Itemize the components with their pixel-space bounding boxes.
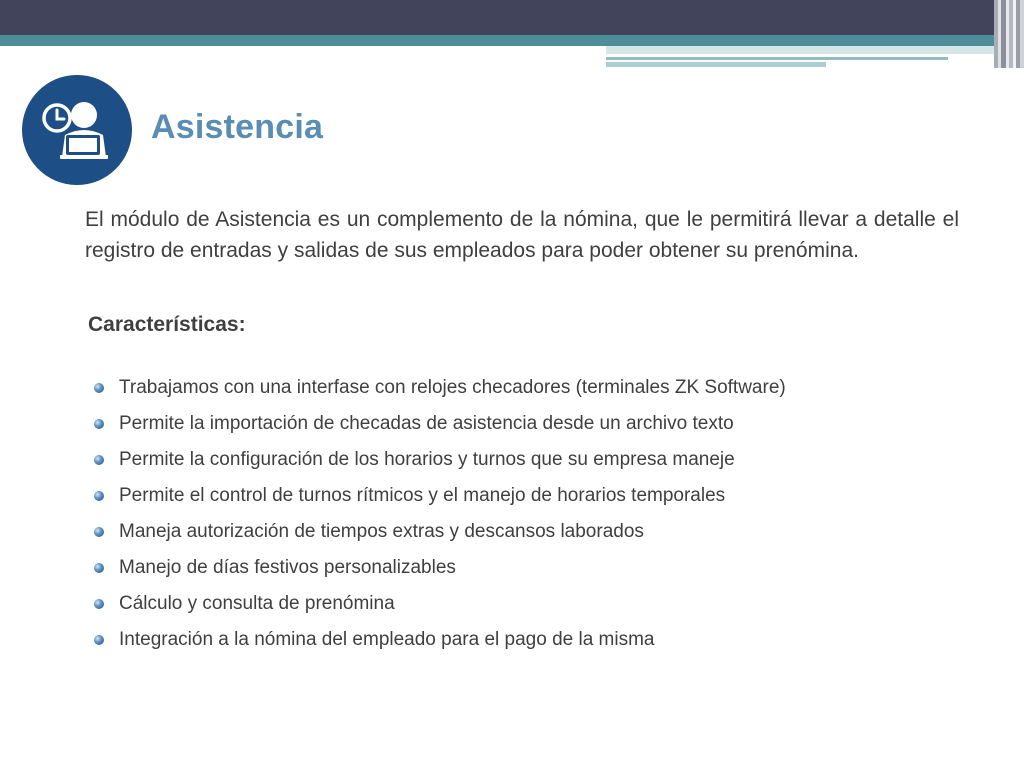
- feature-text: Permite el control de turnos rítmicos y el manejo de horarios temporales: [119, 485, 726, 506]
- bullet-icon: [94, 455, 104, 465]
- header-stripes: [994, 0, 1024, 68]
- bullet-icon: [94, 419, 104, 429]
- features-list: [94, 370, 786, 658]
- feature-item: [94, 370, 786, 406]
- feature-text: Permite la importación de checadas de asistencia desde un archivo texto: [119, 413, 734, 434]
- bullet-icon: [94, 635, 104, 645]
- feature-item: [94, 406, 786, 442]
- user-clock-icon: [22, 75, 132, 185]
- feature-item: [94, 550, 786, 586]
- bullet-icon: [94, 599, 104, 609]
- feature-text: Integración a la nómina del empleado para el pago de la misma: [119, 629, 655, 650]
- bullet-icon: [94, 563, 104, 573]
- intro-paragraph: El módulo de Asistencia es un complemento de la nómina, que le permitirá llevar a detalle el registro de entradas y salidas de sus empleados para poder obtener su prenómina.: [85, 208, 959, 262]
- feature-item: [94, 514, 786, 550]
- header-band-light: [606, 46, 1024, 54]
- bullet-icon: [94, 383, 104, 393]
- feature-text: Cálculo y consulta de prenómina: [119, 593, 395, 614]
- feature-text: Maneja autorización de tiempos extras y descansos laborados: [119, 521, 644, 542]
- feature-item: [94, 622, 786, 658]
- feature-item: [94, 478, 786, 514]
- header-band-thin: [606, 62, 826, 67]
- feature-text: Trabajamos con una interfase con relojes checadores (terminales ZK Software): [119, 377, 786, 398]
- header-band-teal: [0, 35, 1024, 46]
- header-band-dark: [0, 0, 1024, 35]
- feature-text: Permite la configuración de los horarios y turnos que su empresa maneje: [119, 449, 735, 470]
- feature-item: [94, 442, 786, 478]
- feature-text: Manejo de días festivos personalizables: [119, 557, 456, 578]
- features-heading: Características:: [88, 313, 246, 336]
- page-title: Asistencia: [151, 108, 324, 146]
- feature-item: [94, 586, 786, 622]
- bullet-icon: [94, 491, 104, 501]
- header-band-mid: [606, 57, 948, 60]
- bullet-icon: [94, 527, 104, 537]
